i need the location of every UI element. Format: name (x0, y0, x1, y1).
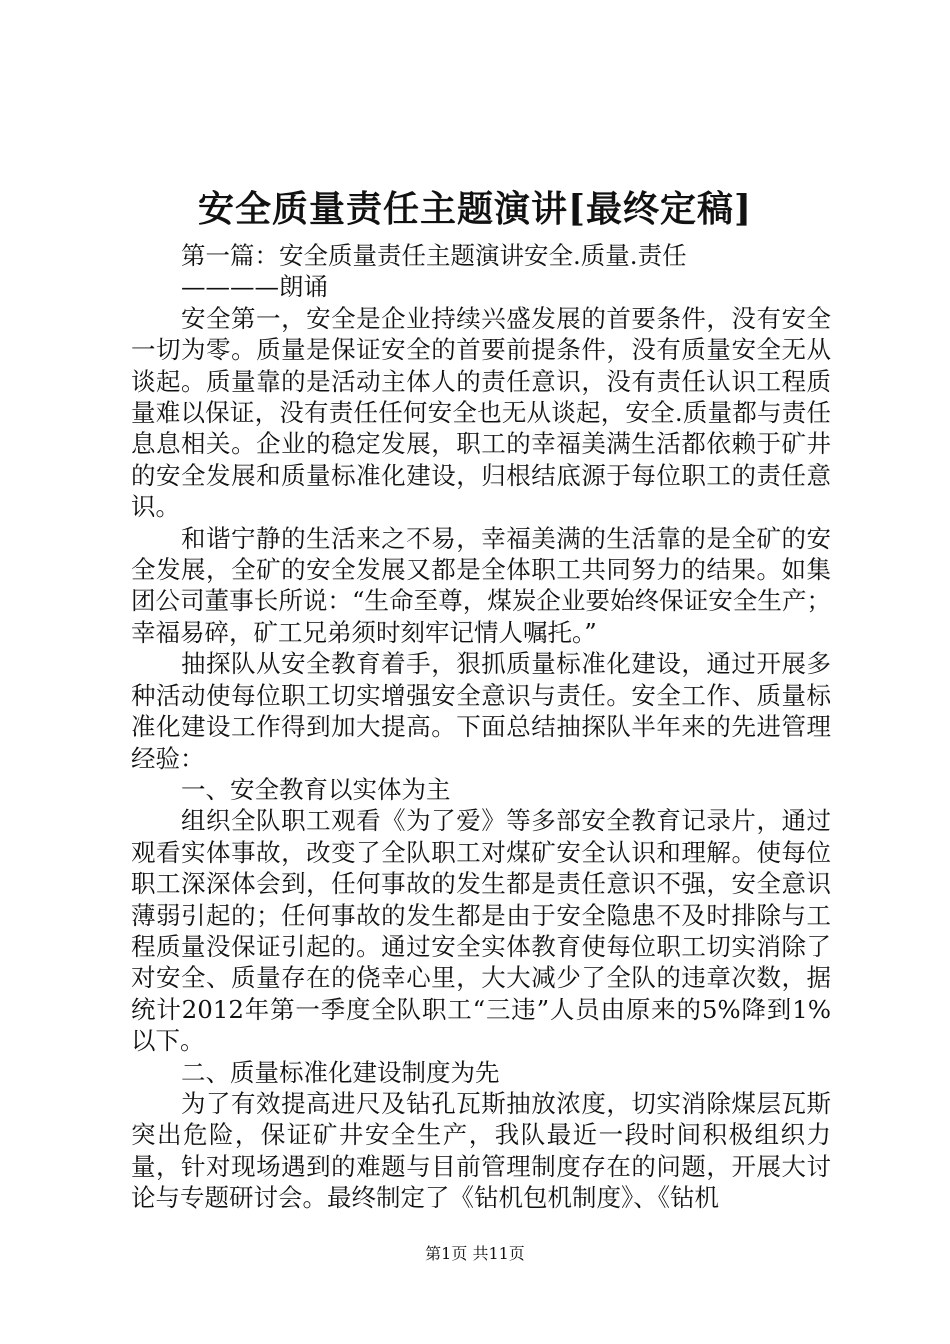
paragraph-1: 安全第一，安全是企业持续兴盛发展的首要条件，没有安全一切为零。质量是保证安全的首要前提条件，没有质量安全无从谈起。质量靠的是活动主体人的责任意识，没有责任认识工程质量难以保证，没有责任任何安全也无从谈起，安全.质量都与责任息息相关。企业的稳定发展，职工的幸福美满生活都依赖于矿井的安全发展和质量标准化建设，归根结底源于每位职工的责任意识。 (131, 303, 831, 522)
page-number: 第1页 共11页 (425, 1244, 525, 1263)
heading-line-1: 第一篇：安全质量责任主题演讲安全.质量.责任 (181, 241, 687, 270)
section-1-paragraph: 组织全队职工观看《为了爱》等多部安全教育记录片，通过观看实体事故，改变了全队职工对煤矿安全认识和理解。使每位职工深深体会到，任何事故的发生都是责任意识不强，安全意识薄弱引起的；任何事故的发生都是由于安全隐患不及时排除与工程质量没保证引起的。通过安全实体教育使每位职工切实消除了对安全、质量存在的侥幸心里，大大减少了全队的违章次数，据统计2012年第一季度全队职工“三违”人员由原来的5%降到1%以下。 (131, 806, 831, 1056)
section-2-heading: 二、质量标准化建设制度为先 (181, 1057, 500, 1087)
paragraph-2: 和谐宁静的生活来之不易，幸福美满的生活靠的是全矿的安全发展，全矿的安全发展又都是全体职工共同努力的结果。如集团公司董事长所说：“生命至尊，煤炭企业要始终保证安全生产；幸福易碎，矿工兄弟须时刻牢记情人嘱托。” (131, 523, 831, 647)
section-1-heading: 一、安全教育以实体为主 (181, 774, 451, 804)
document-body (131, 240, 831, 1214)
heading-line-2: ————朗诵 (181, 272, 328, 302)
document-title: 安全质量责任主题演讲[最终定稿] (197, 188, 753, 230)
section-2-paragraph: 为了有效提高进尺及钻孔瓦斯抽放浓度，切实消除煤层瓦斯突出危险，保证矿井安全生产，我队最近一段时间积极组织力量，针对现场遇到的难题与目前管理制度存在的问题，开展大讨论与专题研讨会。最终制定了《钻机包机制度》、《钻机 (131, 1088, 831, 1213)
paragraph-3: 抽探队从安全教育着手，狠抓质量标准化建设，通过开展多种活动使每位职工切实增强安全意识与责任。安全工作、质量标准化建设工作得到加大提高。下面总结抽探队半年来的先进管理经验： (131, 649, 831, 773)
